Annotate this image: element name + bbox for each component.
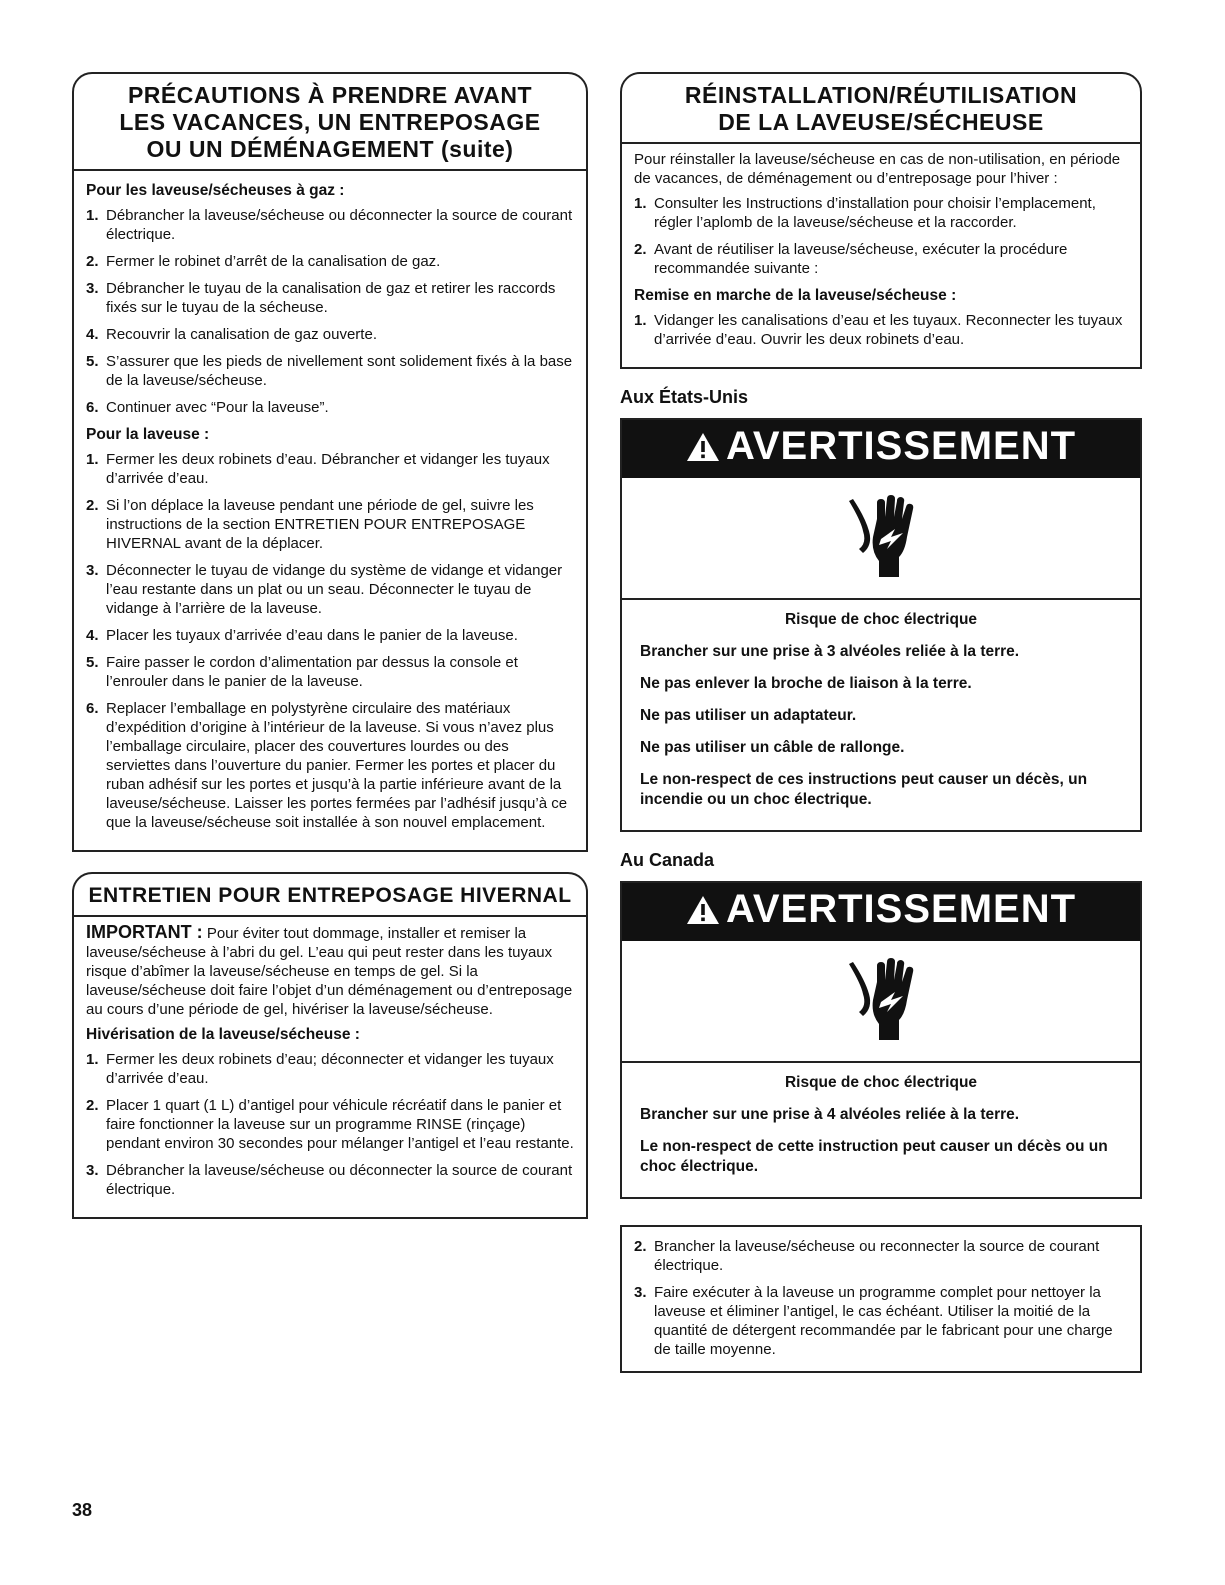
important-text: Pour éviter tout dommage, installer et remiser la laveuse/sécheuse à l’abri du gel. L’eau qui peut rester dans les tuyaux risque d’abîmer la laveuse/sécheuse en temps de gel. Si la laveuse/sécheuse doit faire l’objet d’un déménagement ou d’entreposage au cours d’une période de gel, hivériser la laveuse/sécheuse. bbox=[86, 925, 573, 1018]
step-text: Fermer le robinet d’arrêt de la canalisation de gaz. bbox=[106, 253, 441, 270]
step-number: 1. bbox=[86, 451, 99, 468]
list-item bbox=[634, 311, 1128, 349]
reinstall-section bbox=[620, 72, 1142, 369]
step-text: Débrancher le tuyau de la canalisation de gaz et retirer les raccords fixés sur le tuyau de la sécheuse. bbox=[106, 280, 556, 316]
warning-triangle-icon bbox=[686, 426, 720, 474]
list-item bbox=[634, 1237, 1128, 1275]
restart-heading: Remise en marche de la laveuse/sécheuse : bbox=[634, 287, 957, 304]
step-text: Fermer les deux robinets d’eau; déconnecter et vidanger les tuyaux d’arrivée d’eau. bbox=[106, 1051, 554, 1087]
list-item bbox=[86, 1096, 574, 1153]
step-number: 2. bbox=[634, 1238, 647, 1255]
final-steps-box bbox=[620, 1225, 1142, 1373]
step-number: 6. bbox=[86, 700, 99, 717]
step-number: 3. bbox=[86, 280, 99, 297]
step-text: Faire passer le cordon d’alimentation par dessus la console et l’enrouler dans le panier de la laveuse. bbox=[106, 654, 518, 690]
canada-label: Au Canada bbox=[620, 850, 715, 870]
step-number: 3. bbox=[634, 1284, 647, 1301]
winterize-heading: Hivérisation de la laveuse/sécheuse : bbox=[86, 1026, 360, 1043]
step-number: 6. bbox=[86, 399, 99, 416]
restart-steps bbox=[634, 311, 1128, 349]
list-item bbox=[86, 352, 574, 390]
list-item bbox=[634, 240, 1128, 278]
reinstall-body bbox=[622, 144, 1140, 367]
warning-banner bbox=[622, 883, 1140, 941]
shock-icon-area bbox=[622, 478, 1140, 600]
precautions-title bbox=[74, 74, 586, 171]
warning-line: Le non-respect de cette instruction peut causer un décès ou un choc électrique. bbox=[640, 1138, 1108, 1175]
electric-shock-hand-icon bbox=[841, 954, 921, 1049]
reinstall-title-line: DE LA LAVEUSE/SÉCHEUSE bbox=[718, 109, 1044, 135]
step-text: Débrancher la laveuse/sécheuse ou déconnecter la source de courant électrique. bbox=[106, 1162, 573, 1198]
precautions-title-line: OU UN DÉMÉNAGEMENT (suite) bbox=[146, 136, 514, 162]
step-text: Replacer l’emballage en polystyrène circulaire des matériaux d’expédition d’origine à l’intérieur de la laveuse. Si vous n’avez plus l’emballage circulaire, placer des couvertures lourdes ou des serviettes dans l’ouverture du panier. Fermer les portes et placer du ruban adhésif sur les portes et jusqu’à la partie inférieure avant de la laveuse/sécheuse. Laisser les portes fermées par l’adhésif jusqu’à ce que la laveuse/sécheuse soit installée à son nouvel emplacement. bbox=[106, 700, 568, 831]
list-item bbox=[86, 626, 574, 645]
step-text: Faire exécuter à la laveuse un programme complet pour nettoyer la laveuse et éliminer l’antigel, le cas échéant. Utiliser la moitié de la quantité de détergent recommandée par le fabricant pour une charge de taille moyenne. bbox=[654, 1284, 1113, 1358]
warning-banner bbox=[622, 420, 1140, 478]
step-text: Déconnecter le tuyau de vidange du système de vidange et vidanger l’eau restante dans un plat ou un seau. Déconnecter le tuyau de vidange à l’arrière de la laveuse. bbox=[106, 562, 563, 617]
winter-body bbox=[74, 917, 586, 1217]
winter-section bbox=[72, 872, 588, 1219]
winterize-steps bbox=[86, 1050, 574, 1199]
step-text: Fermer les deux robinets d’eau. Débrancher et vidanger les tuyaux d’arrivée d’eau. bbox=[106, 451, 550, 487]
warning-banner-text: AVERTISSEMENT bbox=[725, 424, 1077, 468]
list-item bbox=[86, 279, 574, 317]
page-number: 38 bbox=[72, 1500, 93, 1520]
list-item bbox=[86, 325, 574, 344]
step-number: 1. bbox=[634, 195, 647, 212]
step-text: Placer les tuyaux d’arrivée d’eau dans le panier de la laveuse. bbox=[106, 627, 518, 644]
list-item bbox=[86, 206, 574, 244]
step-text: Brancher la laveuse/sécheuse ou reconnecter la source de courant électrique. bbox=[654, 1238, 1100, 1274]
winter-title: ENTRETIEN POUR ENTREPOSAGE HIVERNAL bbox=[74, 874, 586, 917]
warning-us bbox=[620, 418, 1142, 832]
step-number: 3. bbox=[86, 562, 99, 579]
left-column bbox=[72, 72, 588, 1219]
list-item bbox=[86, 252, 574, 271]
warning-line: Ne pas utiliser un câble de rallonge. bbox=[640, 739, 905, 756]
warning-text bbox=[622, 1063, 1140, 1197]
warning-banner-text: AVERTISSEMENT bbox=[725, 887, 1077, 931]
step-number: 4. bbox=[86, 326, 99, 343]
step-text: Débrancher la laveuse/sécheuse ou déconnecter la source de courant électrique. bbox=[106, 207, 573, 243]
right-column bbox=[620, 72, 1142, 1373]
important-lead: IMPORTANT : bbox=[86, 922, 203, 942]
step-text: Si l’on déplace la laveuse pendant une période de gel, suivre les instructions de la section ENTRETIEN POUR ENTREPOSAGE HIVERNAL avant de la déplacer. bbox=[106, 497, 534, 552]
list-item bbox=[86, 398, 574, 417]
step-number: 1. bbox=[634, 312, 647, 329]
warning-line: Brancher sur une prise à 4 alvéoles reliée à la terre. bbox=[640, 1106, 1020, 1123]
step-text: Placer 1 quart (1 L) d’antigel pour véhicule récréatif dans le panier et faire fonctionner la laveuse sur un programme RINSE (rinçage) pendant environ 30 secondes pour mélanger l’antigel et l’eau restante. bbox=[106, 1097, 574, 1152]
step-number: 1. bbox=[86, 1051, 99, 1068]
list-item bbox=[634, 1283, 1128, 1359]
list-item bbox=[86, 496, 574, 553]
warning-canada bbox=[620, 881, 1142, 1199]
washer-heading: Pour la laveuse : bbox=[86, 426, 210, 443]
precautions-section bbox=[72, 72, 588, 852]
us-label: Aux États-Unis bbox=[620, 387, 749, 407]
list-item bbox=[86, 1050, 574, 1088]
warning-line: Le non-respect de ces instructions peut causer un décès, un incendie ou un choc électrique. bbox=[640, 771, 1088, 808]
shock-icon-area bbox=[622, 941, 1140, 1063]
gas-heading: Pour les laveuse/sécheuses à gaz : bbox=[86, 182, 345, 199]
list-item bbox=[86, 561, 574, 618]
step-text: Vidanger les canalisations d’eau et les tuyaux. Reconnecter les tuyaux d’arrivée d’eau. Ouvrir les deux robinets d’eau. bbox=[654, 312, 1123, 348]
list-item bbox=[86, 1161, 574, 1199]
step-number: 5. bbox=[86, 353, 99, 370]
step-text: Recouvrir la canalisation de gaz ouverte. bbox=[106, 326, 377, 343]
list-item bbox=[634, 194, 1128, 232]
step-number: 3. bbox=[86, 1162, 99, 1179]
step-number: 5. bbox=[86, 654, 99, 671]
electric-shock-hand-icon bbox=[841, 491, 921, 586]
step-number: 2. bbox=[86, 497, 99, 514]
precautions-title-line: PRÉCAUTIONS À PRENDRE AVANT bbox=[127, 82, 533, 108]
step-number: 4. bbox=[86, 627, 99, 644]
list-item bbox=[86, 450, 574, 488]
step-number: 2. bbox=[634, 241, 647, 258]
warning-line: Ne pas enlever la broche de liaison à la terre. bbox=[640, 675, 972, 692]
warning-triangle-icon bbox=[686, 889, 720, 937]
step-number: 2. bbox=[86, 253, 99, 270]
warning-line: Ne pas utiliser un adaptateur. bbox=[640, 707, 857, 724]
step-number: 2. bbox=[86, 1097, 99, 1114]
precautions-title-line: LES VACANCES, UN ENTREPOSAGE bbox=[119, 109, 541, 135]
reinstall-title-line: RÉINSTALLATION/RÉUTILISATION bbox=[684, 82, 1078, 108]
step-text: Continuer avec “Pour la laveuse”. bbox=[106, 399, 329, 416]
list-item bbox=[86, 699, 574, 832]
warning-line: Brancher sur une prise à 3 alvéoles reliée à la terre. bbox=[640, 643, 1020, 660]
reinstall-intro: Pour réinstaller la laveuse/sécheuse en cas de non-utilisation, en période de vacances, de déménagement ou d’entreposage pour l’hiver : bbox=[634, 151, 1121, 187]
step-text: S’assurer que les pieds de nivellement sont solidement fixés à la base de la laveuse/sécheuse. bbox=[106, 353, 573, 389]
step-number: 1. bbox=[86, 207, 99, 224]
precautions-body bbox=[74, 171, 586, 850]
list-item bbox=[86, 653, 574, 691]
final-steps bbox=[634, 1237, 1128, 1359]
step-text: Avant de réutiliser la laveuse/sécheuse, exécuter la procédure recommandée suivante : bbox=[654, 241, 1068, 277]
reinstall-title bbox=[622, 74, 1140, 144]
warning-risk: Risque de choc électrique bbox=[784, 611, 978, 628]
important-paragraph bbox=[86, 923, 574, 1019]
warning-text bbox=[622, 600, 1140, 830]
washer-steps bbox=[86, 450, 574, 832]
reinstall-steps bbox=[634, 194, 1128, 278]
step-text: Consulter les Instructions d’installation pour choisir l’emplacement, régler l’aplomb de la laveuse/sécheuse et la raccorder. bbox=[654, 195, 1096, 231]
gas-steps bbox=[86, 206, 574, 417]
warning-risk: Risque de choc électrique bbox=[784, 1074, 978, 1091]
